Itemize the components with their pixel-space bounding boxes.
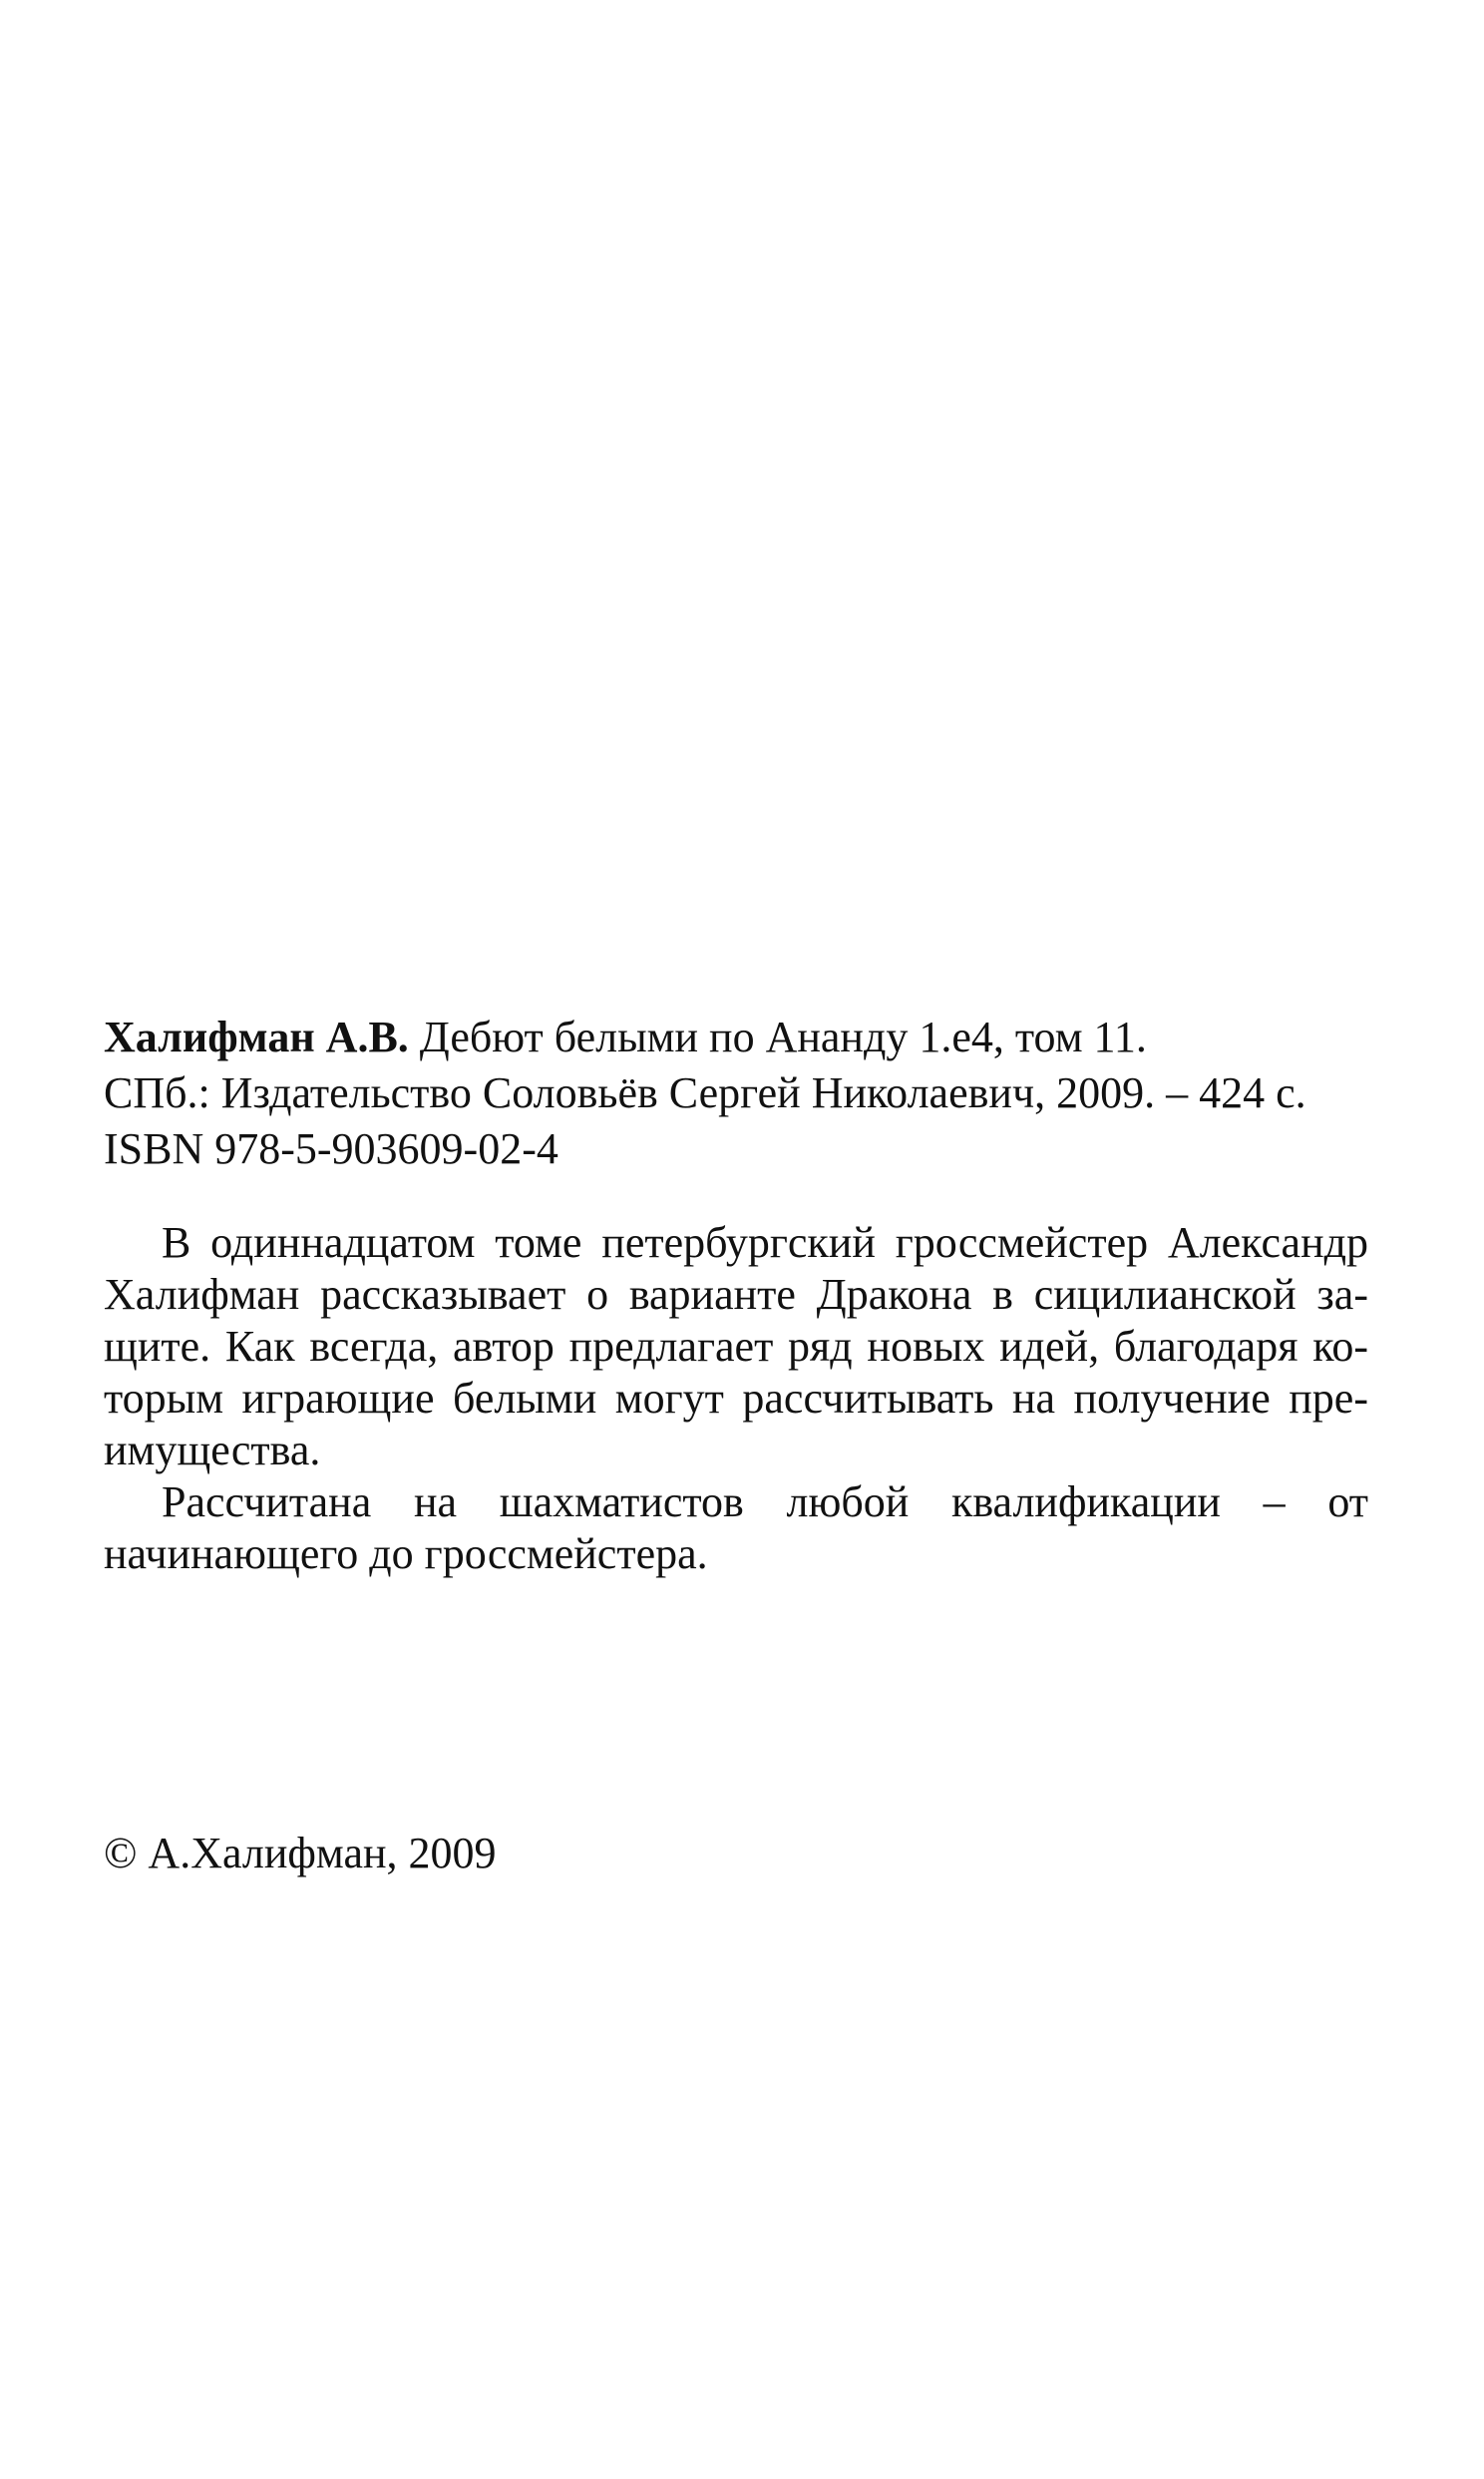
copyright-notice: © А.Халифман, 2009 [104,1829,497,1877]
book-title: Дебют белыми по Ананду 1.e4, том 11. [419,1013,1147,1061]
title-line [104,1010,1400,1065]
annotation [104,1217,1368,1580]
annotation-paragraph: В одиннадцатом томе петербургский гроссмейстер Александр Халифман рассказывает о варианте Дракона в сицилианской защите. Как всегда, автор предлагает ряд новых идей, благодаря которым играющие белыми могут рассчитывать на получение преимущества. [104,1218,1368,1474]
bibliographic-record [104,1010,1400,1177]
annotation-paragraph: Рассчитана на шахматистов любой квалификации – от начинающего до гроссмейстера. [104,1477,1368,1578]
publisher-line: СПб.: Издательство Соловьёв Сергей Николаевич, 2009. – 424 с. [104,1068,1306,1117]
isbn-line: ISBN 978-5-903609-02-4 [104,1124,558,1173]
author-name: Халифман А.В. [104,1013,409,1061]
